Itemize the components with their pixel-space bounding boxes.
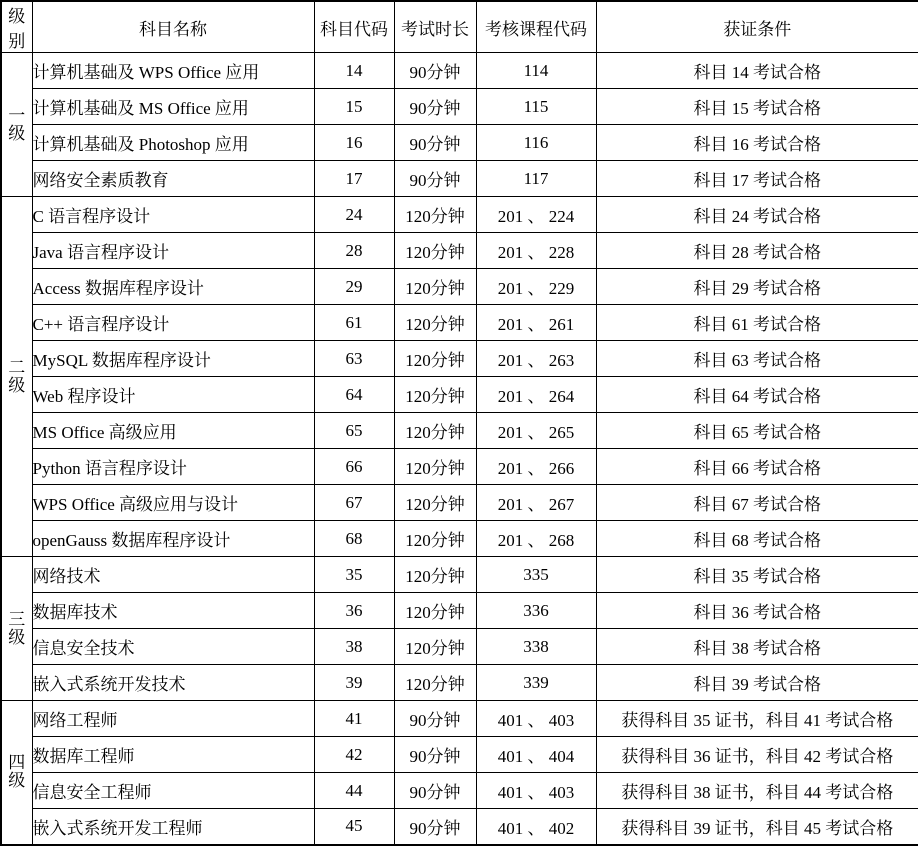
subject-code-cell: 61 [314, 305, 394, 341]
subject-code-cell: 15 [314, 89, 394, 125]
course-code-cell: 339 [476, 665, 596, 701]
course-code-cell: 201 、 261 [476, 305, 596, 341]
subject-name-cell: 计算机基础及 Photoshop 应用 [32, 125, 314, 161]
course-code-cell: 201 、 229 [476, 269, 596, 305]
condition-cell: 科目 17 考试合格 [596, 161, 918, 197]
subject-name-cell: MySQL 数据库程序设计 [32, 341, 314, 377]
table-row [1, 485, 918, 521]
subject-name-cell: 计算机基础及 WPS Office 应用 [32, 53, 314, 89]
condition-cell: 科目 15 考试合格 [596, 89, 918, 125]
subject-name-cell: Python 语言程序设计 [32, 449, 314, 485]
table-row [1, 449, 918, 485]
table-row [1, 701, 918, 737]
table-row [1, 89, 918, 125]
level-label: 四级 [8, 753, 26, 791]
header-subject-name: 科目名称 [32, 1, 314, 53]
course-code-cell: 201 、 264 [476, 377, 596, 413]
condition-cell: 科目 67 考试合格 [596, 485, 918, 521]
table-row [1, 377, 918, 413]
duration-cell: 120分钟 [394, 521, 476, 557]
level-label: 三级 [8, 609, 26, 647]
subject-code-cell: 39 [314, 665, 394, 701]
condition-cell: 科目 28 考试合格 [596, 233, 918, 269]
subject-name-cell: 信息安全工程师 [32, 773, 314, 809]
course-code-cell: 201 、 265 [476, 413, 596, 449]
subject-code-cell: 29 [314, 269, 394, 305]
table-row [1, 269, 918, 305]
course-code-cell: 401 、 403 [476, 773, 596, 809]
subject-code-cell: 24 [314, 197, 394, 233]
duration-cell: 90分钟 [394, 125, 476, 161]
condition-cell: 科目 68 考试合格 [596, 521, 918, 557]
subject-name-cell: C++ 语言程序设计 [32, 305, 314, 341]
subject-code-cell: 14 [314, 53, 394, 89]
subject-code-cell: 38 [314, 629, 394, 665]
course-code-cell: 117 [476, 161, 596, 197]
course-code-cell: 401 、 404 [476, 737, 596, 773]
subject-code-cell: 45 [314, 809, 394, 845]
duration-cell: 120分钟 [394, 233, 476, 269]
duration-cell: 120分钟 [394, 341, 476, 377]
condition-cell: 科目 35 考试合格 [596, 557, 918, 593]
condition-cell: 科目 38 考试合格 [596, 629, 918, 665]
table-row [1, 809, 918, 845]
subject-code-cell: 44 [314, 773, 394, 809]
duration-cell: 120分钟 [394, 629, 476, 665]
duration-cell: 120分钟 [394, 197, 476, 233]
course-code-cell: 201 、 224 [476, 197, 596, 233]
duration-cell: 90分钟 [394, 161, 476, 197]
level-cell [1, 197, 32, 557]
level-cell [1, 53, 32, 197]
subject-name-cell: 嵌入式系统开发工程师 [32, 809, 314, 845]
table-row [1, 53, 918, 89]
subject-code-cell: 16 [314, 125, 394, 161]
table-row [1, 125, 918, 161]
level-label: 一级 [8, 105, 26, 143]
subject-code-cell: 67 [314, 485, 394, 521]
subject-code-cell: 35 [314, 557, 394, 593]
duration-cell: 90分钟 [394, 89, 476, 125]
duration-cell: 120分钟 [394, 305, 476, 341]
condition-cell: 获得科目 38 证书，科目 44 考试合格 [596, 773, 918, 809]
duration-cell: 120分钟 [394, 593, 476, 629]
table-row [1, 629, 918, 665]
subject-code-cell: 41 [314, 701, 394, 737]
subject-name-cell: C 语言程序设计 [32, 197, 314, 233]
duration-cell: 90分钟 [394, 809, 476, 845]
table-row [1, 737, 918, 773]
condition-cell: 科目 66 考试合格 [596, 449, 918, 485]
duration-cell: 90分钟 [394, 701, 476, 737]
table-row [1, 197, 918, 233]
level-label: 二级 [8, 357, 26, 395]
course-code-cell: 201 、 263 [476, 341, 596, 377]
subject-name-cell: 网络工程师 [32, 701, 314, 737]
condition-cell: 科目 64 考试合格 [596, 377, 918, 413]
duration-cell: 90分钟 [394, 53, 476, 89]
duration-cell: 120分钟 [394, 449, 476, 485]
duration-cell: 120分钟 [394, 413, 476, 449]
course-code-cell: 116 [476, 125, 596, 161]
subject-code-cell: 17 [314, 161, 394, 197]
header-duration: 考试时长 [394, 1, 476, 53]
subject-name-cell: Access 数据库程序设计 [32, 269, 314, 305]
duration-cell: 90分钟 [394, 773, 476, 809]
course-code-cell: 115 [476, 89, 596, 125]
course-code-cell: 201 、 228 [476, 233, 596, 269]
course-code-cell: 401 、 402 [476, 809, 596, 845]
condition-cell: 科目 16 考试合格 [596, 125, 918, 161]
subject-code-cell: 66 [314, 449, 394, 485]
subject-name-cell: WPS Office 高级应用与设计 [32, 485, 314, 521]
subject-name-cell: Web 程序设计 [32, 377, 314, 413]
subject-name-cell: openGauss 数据库程序设计 [32, 521, 314, 557]
condition-cell: 科目 65 考试合格 [596, 413, 918, 449]
condition-cell: 科目 36 考试合格 [596, 593, 918, 629]
table-row [1, 665, 918, 701]
table-row [1, 773, 918, 809]
course-code-cell: 336 [476, 593, 596, 629]
course-code-cell: 201 、 267 [476, 485, 596, 521]
table-body [1, 53, 918, 845]
subject-code-cell: 64 [314, 377, 394, 413]
condition-cell: 科目 63 考试合格 [596, 341, 918, 377]
subject-name-cell: 网络安全素质教育 [32, 161, 314, 197]
header-level: 级别 [1, 1, 32, 53]
table-row [1, 305, 918, 341]
condition-cell: 获得科目 36 证书，科目 42 考试合格 [596, 737, 918, 773]
header-subject-code: 科目代码 [314, 1, 394, 53]
header-row [1, 1, 918, 53]
level-cell [1, 557, 32, 701]
course-code-cell: 338 [476, 629, 596, 665]
table-row [1, 521, 918, 557]
condition-cell: 科目 24 考试合格 [596, 197, 918, 233]
header-certificate-condition: 获证条件 [596, 1, 918, 53]
subject-code-cell: 28 [314, 233, 394, 269]
course-code-cell: 201 、 266 [476, 449, 596, 485]
subject-name-cell: Java 语言程序设计 [32, 233, 314, 269]
subject-code-cell: 68 [314, 521, 394, 557]
course-code-cell: 201 、 268 [476, 521, 596, 557]
duration-cell: 120分钟 [394, 557, 476, 593]
subject-name-cell: 数据库工程师 [32, 737, 314, 773]
table-row [1, 341, 918, 377]
level-cell [1, 701, 32, 845]
table-header [1, 1, 918, 53]
condition-cell: 科目 61 考试合格 [596, 305, 918, 341]
duration-cell: 120分钟 [394, 665, 476, 701]
condition-cell: 科目 29 考试合格 [596, 269, 918, 305]
table-row [1, 161, 918, 197]
subject-name-cell: 数据库技术 [32, 593, 314, 629]
course-code-cell: 114 [476, 53, 596, 89]
duration-cell: 120分钟 [394, 269, 476, 305]
subject-name-cell: 嵌入式系统开发技术 [32, 665, 314, 701]
subject-name-cell: 网络技术 [32, 557, 314, 593]
table-row [1, 557, 918, 593]
course-code-cell: 401 、 403 [476, 701, 596, 737]
table-row [1, 593, 918, 629]
duration-cell: 120分钟 [394, 485, 476, 521]
subject-name-cell: MS Office 高级应用 [32, 413, 314, 449]
subject-name-cell: 计算机基础及 MS Office 应用 [32, 89, 314, 125]
condition-cell: 获得科目 39 证书，科目 45 考试合格 [596, 809, 918, 845]
table-row [1, 233, 918, 269]
condition-cell: 获得科目 35 证书，科目 41 考试合格 [596, 701, 918, 737]
subject-name-cell: 信息安全技术 [32, 629, 314, 665]
duration-cell: 90分钟 [394, 737, 476, 773]
subject-code-cell: 42 [314, 737, 394, 773]
duration-cell: 120分钟 [394, 377, 476, 413]
header-course-code: 考核课程代码 [476, 1, 596, 53]
table-row [1, 413, 918, 449]
condition-cell: 科目 14 考试合格 [596, 53, 918, 89]
course-code-cell: 335 [476, 557, 596, 593]
subject-code-cell: 65 [314, 413, 394, 449]
condition-cell: 科目 39 考试合格 [596, 665, 918, 701]
subject-code-cell: 63 [314, 341, 394, 377]
subject-code-cell: 36 [314, 593, 394, 629]
